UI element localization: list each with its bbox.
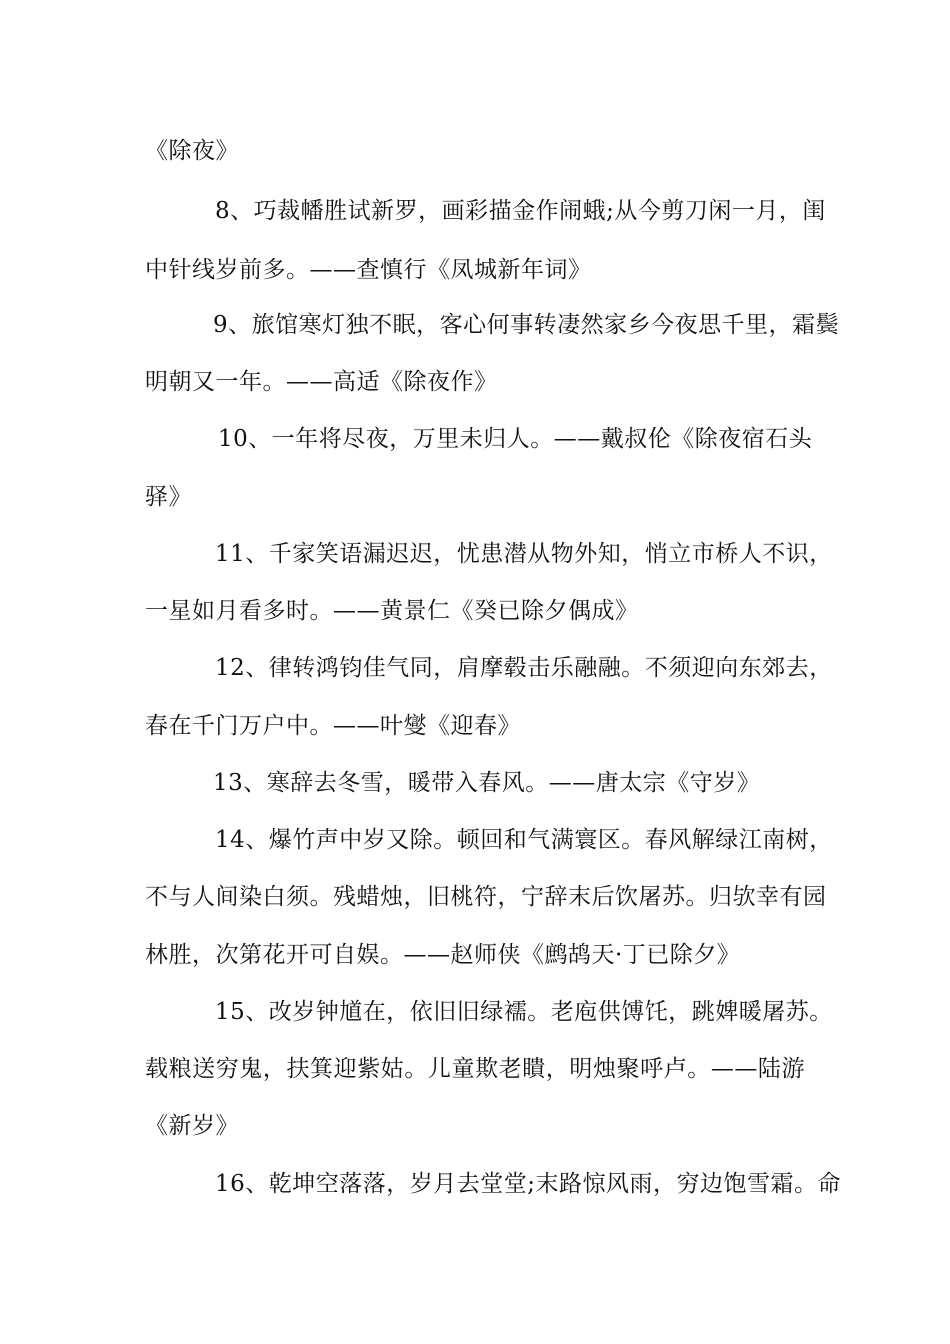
- text-line-11: 春在千门万户中。——叶燮《迎春》: [145, 713, 521, 739]
- text-line-8: 11、千家笑语漏迟迟，忧患潜从物外知，悄立市桥人不识，: [215, 541, 833, 567]
- text-line-16: 15、改岁钟馗在，依旧旧绿襦。老庖供馎饦，跳婢暖屠苏。: [215, 999, 833, 1025]
- text-line-18: 《新岁》: [145, 1113, 239, 1139]
- text-line-9: 一星如月看多时。——黄景仁《癸已除夕偶成》: [145, 598, 639, 624]
- text-line-14: 不与人间染白须。残蜡烛，旧桃符，宁辞末后饮屠苏。归欤幸有园: [145, 884, 827, 910]
- text-line-10: 12、律转鸿钧佳气同，肩摩毂击乐融融。不须迎向东郊去，: [215, 655, 833, 681]
- text-line-19: 16、乾坤空落落，岁月去堂堂;末路惊风雨，穷边饱雪霜。命: [215, 1171, 842, 1197]
- text-line-15: 林胜，次第花开可自娱。——赵师侠《鹧鸪天·丁已除夕》: [145, 942, 741, 968]
- text-line-3: 中针线岁前多。——查慎行《凤城新年词》: [145, 257, 592, 283]
- text-line-5: 明朝又一年。——高适《除夜作》: [145, 369, 498, 395]
- text-line-12: 13、寒辞去冬雪，暖带入春风。——唐太宗《守岁》: [213, 770, 761, 796]
- text-line-1: 《除夜》: [145, 138, 239, 164]
- text-line-13: 14、爆竹声中岁又除。顿回和气满寰区。春风解绿江南树，: [215, 827, 833, 853]
- text-line-2: 8、巧裁幡胜试新罗，画彩描金作闹蛾;从今剪刀闲一月，闺: [215, 198, 826, 224]
- text-line-6: 10、一年将尽夜，万里未归人。——戴叔伦《除夜宿石头: [218, 426, 813, 452]
- text-line-7: 驿》: [145, 484, 192, 510]
- text-line-4: 9、旅馆寒灯独不眠，客心何事转凄然家乡今夜思千里，霜鬓: [213, 312, 840, 338]
- text-line-17: 载粮送穷鬼，扶箕迎紫姑。儿童欺老瞶，明烛聚呼卢。——陆游: [145, 1056, 805, 1082]
